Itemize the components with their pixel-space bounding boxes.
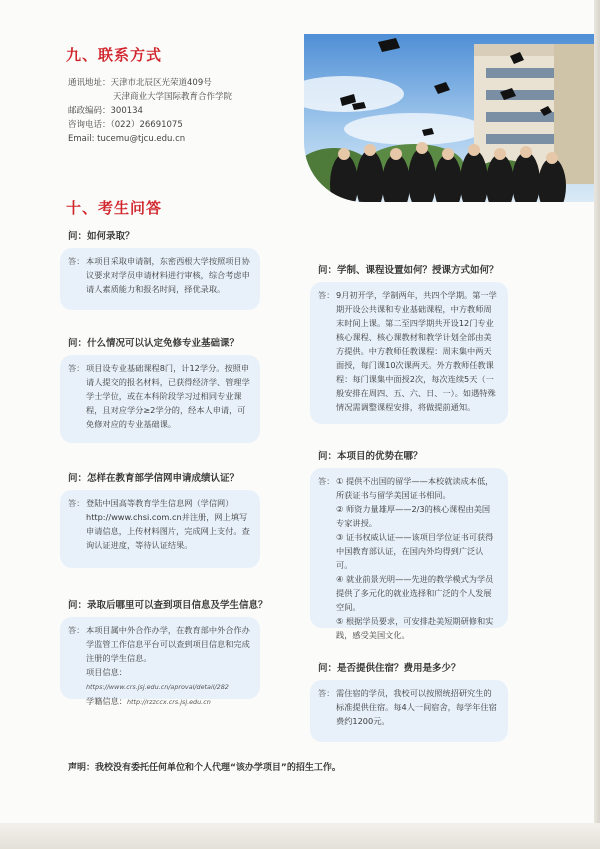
question-exemption: 问：什么情况可以认定免修专业基础课？ xyxy=(68,338,240,349)
answer-text: 项目设专业基础课程8门，计12学分。按照申请人提交的报名材料，已获得经济学、管理学学士学位，或在本科阶段学习过相同专业课程，且对应学分≥2学分的，经本人申请，可免修对应的专业基础课。 xyxy=(86,363,250,429)
advantage-item-1: ① 提供不出国的留学——本校就读成本低，所获证书与留学美国证书相同。 xyxy=(336,476,494,500)
answer-text: 本项目属中外合作办学，在教育部中外合作办学监管工作信息平台可以查到项目信息和完成注册的学生信息。 xyxy=(86,625,250,663)
student-info-link[interactable]: http://rzzccx.crs.jsj.edu.cn xyxy=(126,698,211,706)
email-label: Email: xyxy=(68,134,98,144)
contact-section-title: 九、联系方式 xyxy=(66,46,163,64)
answer-card-advantages xyxy=(310,468,508,640)
postcode-label: 邮政编码： xyxy=(68,106,111,116)
page-edge-bottom xyxy=(0,823,600,849)
question-student-info: 问：录取后哪里可以查到项目信息及学生信息？ xyxy=(68,600,268,611)
graduation-photo xyxy=(304,34,596,202)
advantage-item-4: ④ 就业前景光明——先进的教学模式为学员提供了多元化的就业选择和广泛的个人发展空间。 xyxy=(336,574,494,612)
answer-card-student-info xyxy=(60,617,260,706)
address-line2: 天津商业大学国际教育合作学院 xyxy=(113,92,233,102)
address-line1: 天津市北辰区光荣道409号 xyxy=(110,78,212,88)
declaration-statement: 声明：我校没有委托任何单位和个人代理“该办学项目”的招生工作。 xyxy=(68,763,341,773)
email-link[interactable]: tucemu@tjcu.edu.cn xyxy=(97,134,186,144)
answer-label: 答： xyxy=(68,625,85,635)
qa-section-title: 十、考生问答 xyxy=(66,199,163,217)
postcode-value: 300134 xyxy=(110,106,143,116)
project-info-link[interactable]: https://www.crs.jsj.edu.cn/aproval/detail/282 xyxy=(86,683,229,691)
question-certification: 问：怎样在教育部学信网申请成绩认证？ xyxy=(68,473,240,484)
question-schedule: 问：学制、课程设置如何？授课方式如何？ xyxy=(318,265,499,276)
answer-text: 需住宿的学员，我校可以按照统招研究生的标准提供住宿。每4人一间宿舍，每学年住宿费约1200元。 xyxy=(336,688,497,726)
advantage-item-3: ③ 证书权威认证——该项目学位证书可获得中国教育部认证，在国内外均得到广泛认可。 xyxy=(336,532,494,570)
advantage-item-5: ⑤ 根据学员要求，可安排赴美短期研修和实践，感受美国文化。 xyxy=(336,616,494,640)
answer-label: 答： xyxy=(68,363,85,373)
answer-label: 答： xyxy=(318,476,335,486)
question-admission: 问：如何录取？ xyxy=(68,231,135,242)
answer-text: 9月初开学，学制两年，共四个学期。第一学期开设公共课和专业基础课程，中方教师周末时间上课。第二至四学期共开设12门专业核心课程、核心课教材和教学计划全部由美方提供。中方教师任教课程：周末集中两天面授，每门课10次课两天。外方教师任教课程：每门课集中面授2次，每次连续5天（一般安排在周四、五、六、日、一）。如遇特殊情况需调整课程安排，将做提前通知。 xyxy=(336,290,497,412)
phone-label: 咨询电话： xyxy=(68,120,111,130)
answer-text: 本项目采取申请制，东密西根大学按照项目协议要求对学员申请材料进行审核，综合考虑申请人素质能力和报名时间，择优录取。 xyxy=(86,256,250,294)
answer-card-exemption xyxy=(60,355,260,443)
question-housing: 问：是否提供住宿？费用是多少？ xyxy=(318,663,461,674)
project-info-label: 项目信息： xyxy=(86,667,127,677)
answer-card-admission xyxy=(60,248,260,310)
answer-label: 答： xyxy=(68,256,85,266)
contact-block xyxy=(68,76,232,146)
student-info-label: 学籍信息： xyxy=(86,696,127,706)
answer-card-certification xyxy=(60,490,260,568)
answer-label: 答： xyxy=(318,290,335,300)
answer-text: 登陆中国高等教育学生信息网（学信网）http://www.chsi.com.cn并注册，网上填写申请信息，上传材料图片，完成网上支付。查询认证进度，等待认证结果。 xyxy=(86,498,250,550)
answer-label: 答： xyxy=(318,688,335,698)
address-label: 通讯地址： xyxy=(68,78,111,88)
phone-value: （022）26691075 xyxy=(110,120,183,130)
page-edge-right xyxy=(594,0,600,849)
advantage-item-2: ② 师资力量雄厚——2/3的核心课程由美国专家讲授。 xyxy=(336,504,491,528)
answer-card-schedule xyxy=(310,282,508,424)
answer-card-housing xyxy=(310,680,508,742)
question-advantages: 问：本项目的优势在哪？ xyxy=(318,451,423,462)
answer-label: 答： xyxy=(68,498,85,508)
